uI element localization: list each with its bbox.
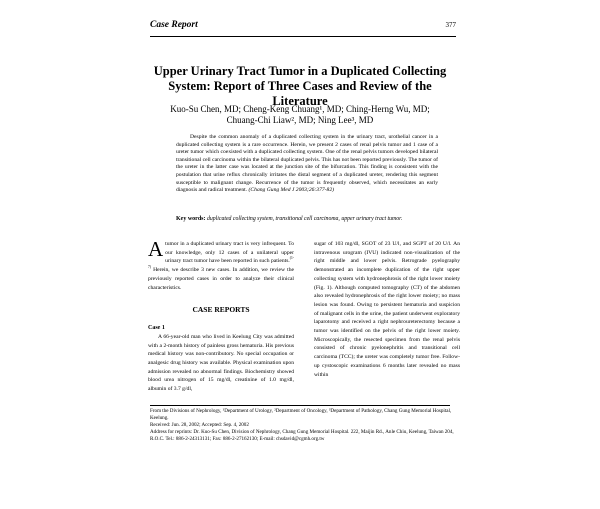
journal-citation: (Chang Gung Med J 2003;26:377-82) — [248, 187, 334, 194]
intro-reference: (1-7) — [148, 256, 294, 270]
article-title: Upper Urinary Tract Tumor in a Duplicated Collecting System: Report of Three Cases and Review of the Literature — [153, 64, 447, 108]
drop-cap: A — [148, 237, 164, 261]
intro-text-b: Herein, we describe 3 new cases. In addition, we review the previously reported cases in order to analyze their clinical characteristics. — [148, 267, 294, 291]
case1-heading: Case 1 — [148, 324, 165, 331]
section-heading: CASE REPORTS — [192, 305, 250, 315]
running-header — [150, 20, 456, 37]
case1-paragraph: A 66-year-old man who lived in Keelung City was admitted with a 2-month history of painless gross hematuria. His previous medical history was non-contributory. No special occupation or analgesic drug history was available. Physical examination upon admission revealed no abnormal findings. Biochemistry showed blood urea nitrogen of 15 mg/dl, creatinine of 1.0 mg/dl, albumin of 3.7 g/dl, — [148, 333, 294, 393]
case1-continued-paragraph: sugar of 103 mg/dl, SGOT of 23 U/l, and SGPT of 20 U/l. An intravenous urogram (IVU) indicated non-visualization of the right middle and lower pelvis. Retrograde pyelography demonstrated an incomplete duplication of the right upper collecting system with hydronephrosis of the right lower moiety (Fig. 1). Although computed tomography (CT) of the abdomen also revealed hydronephrosis of the right lower moiety; no mass lesion was found. Owing to persistent hematuria and suspicion of malignant cells in the urine, the patient underwent exploratory laparotomy and received a right nephroureterectomy because a tumor was identified on the pelvis of the right lower moiety. Microscopically, the resected specimen from the renal pelvis consisted of chronic pyelonephritis and transitional cell carcinoma (TCC); the ureter was completely tumor free. Follow-up cystoscopic examinations 6 months later revealed no mass within — [314, 241, 460, 378]
reprint-address: Address for reprints: Dr. Kuo-Su Chen, Division of Nephrology, Chang Gung Memorial Hospital. 222, Maijin Rd., Anle Chiu, Keelung, Taiwan 204, R.O.C. Tel.: 886-2-24313131; Fax: 886-2-27162130; E-mail: chsdavid@cgmh.org.tw — [150, 429, 454, 443]
keywords-text: duplicated collecting system, transitional cell carcinoma, upper urinary tract tumor. — [206, 216, 403, 222]
section-label: Case Report — [150, 20, 198, 30]
footnote-rule — [150, 405, 450, 406]
received-dates: Received: Jun. 28, 2002; Accepted: Sep. 4, 2002 — [150, 422, 249, 429]
affiliations: From the Divisions of Nephrology, ¹Department of Urology, ²Department of Oncology, ³Department of Pathology, Chang Gung Memorial Hospital, Keelung. — [150, 408, 452, 422]
keywords — [176, 216, 466, 222]
author-line-1: Kuo-Su Chen, MD; Cheng-Keng Chuang¹, MD; Ching-Herng Wu, MD; — [170, 104, 430, 114]
left-column — [148, 237, 294, 394]
abstract — [176, 134, 438, 195]
intro-text-a: tumor in a duplicated urinary tract is very infrequent. To our knowledge, only 12 cases of a unilateral upper urinary tract tumor have been reported in such patients. — [165, 241, 294, 265]
right-column — [314, 240, 460, 379]
keywords-label: Key words: — [176, 216, 206, 222]
author-list — [150, 104, 450, 126]
footnotes — [150, 408, 460, 443]
abstract-text: Despite the common anomaly of a duplicated collecting system in the urinary tract, urothelial cancer in a duplicated collecting system is a rare occurrence. Herein, we present 2 cases of renal pelvis tumor and 1 case of a ureter tumor which coexisted with a duplicated collecting system. One of the renal pelvis tumors developed bilateral transitional cell carcinoma within the bilateral duplicated pelvis. This has not been reported previously. The tumor of the ureter in the latter case was located at the junction site of the bifurcation. This finding is consistent with the postulation that urine reflux chronically irritates the distal segment of a duplicated ureter, rendering this segment susceptible to malignant change. Recurrence of the tumor is frequently observed, which necessitates an early diagnosis and radical treatment. — [176, 134, 438, 194]
page-number: 377 — [445, 21, 456, 29]
author-line-2: Chuang-Chi Liaw², MD; Ning Lee³, MD — [226, 115, 374, 125]
intro-paragraph — [148, 237, 294, 292]
